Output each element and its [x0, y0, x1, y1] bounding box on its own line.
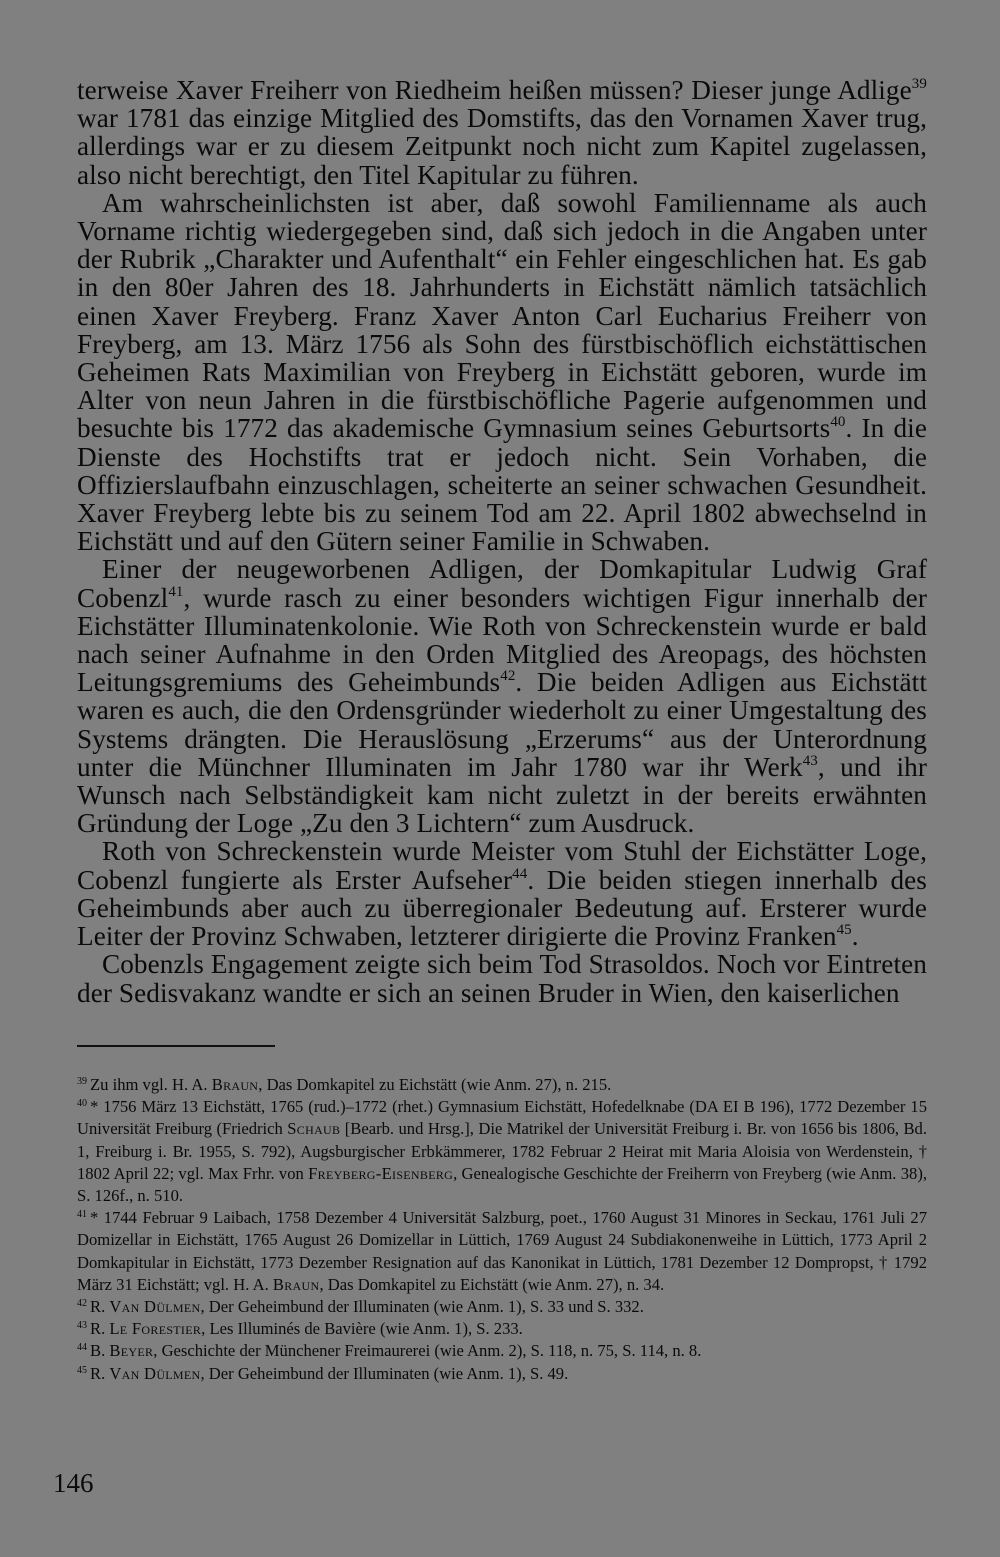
- text-span: , Der Geheimbund der Illuminaten (wie Anm. 1), S. 33 und S. 332.: [200, 1297, 644, 1317]
- main-text: [77, 76, 927, 1007]
- text-span: . In die Dienste des Hochstifts trat er jedoch nicht. Sein Vorhaben, die Offizierslaufbahn einzuschlagen, scheiterte an seiner schwachen Gesundheit. Xaver Freyberg lebte bis zu seinem Tod am 22. April 1802 abwechselnd in Eichstätt und auf den Gütern seiner Familie in Schwaben.: [77, 413, 927, 557]
- author-name: Schaub: [287, 1119, 341, 1139]
- footnotes: [77, 1074, 927, 1385]
- text-span: [Bearb. und Hrsg.], Die Matrikel der Universität Freiburg i. Br. von 1656 bis 1806, Bd. 1, Freiburg i. Br. 1955, S. 792), Augsburgischer Erbkämmerer, 1782 Februar 2 Heirat mit Maria Aloisia von Werdenstein, † 1802 April 22; vgl. Max Frhr. von: [77, 1119, 927, 1183]
- text-span: R.: [90, 1319, 110, 1339]
- author-name: Van Dülmen: [109, 1363, 201, 1383]
- text-span: , und ihr Wunsch nach Selbständigkeit kam nicht zuletzt in der bereits erwähnten Gründung der Loge „Zu den 3 Lichtern“ zum Ausdruck.: [77, 751, 927, 839]
- text-span: , Genealogische Geschichte der Freiherrn von Freyberg (wie Anm. 38), S. 126f., n. 510.: [77, 1163, 927, 1206]
- text-span: , Der Geheimbund der Illuminaten (wie Anm. 1), S. 49.: [200, 1363, 569, 1383]
- footnote-ref-42: 42: [500, 668, 516, 685]
- author-name: Braun: [272, 1274, 320, 1294]
- text-span: , Das Domkapitel zu Eichstätt (wie Anm. 27), n. 215.: [258, 1075, 612, 1094]
- footnote-separator: [77, 1045, 275, 1047]
- footnote-ref-44: 44: [512, 865, 528, 882]
- text-span: war 1781 das einzige Mitglied des Domstifts, das den Vornamen Xaver trug, allerdings war er zu diesem Zeitpunkt noch nicht zum Kapitel zugelassen, also nicht berechtigt, den Titel Kapitular zu führen.: [77, 103, 927, 190]
- footnote-number: 43: [77, 1320, 87, 1332]
- text-span: * 1744 Februar 9 Laibach, 1758 Dezember 4 Universität Salzburg, poet., 1760 August 31 Minores in Seckau, 1761 Juli 27 Domizellar in Eichstätt, 1765 August 26 Domizellar in Lüttich, 1769 August 24 Subdiakonenweihe in Lüttich, 1773 April 2 Domkapitular in Eichstätt, 1773 Dezember Resignation auf das Kanonikat in Lüttich, 1781 Dezember 12 Dompropst, † 1792 März 31 Eichstätt; vgl. H. A.: [77, 1208, 927, 1294]
- footnote-40: [77, 1096, 927, 1207]
- text-span: * 1756 März 13 Eichstätt, 1765 (rud.)–1772 (rhet.) Gymnasium Eichstätt, Hofedelknabe (DA EI B 196), 1772 Dezember 15 Universität Freiburg (Friedrich: [77, 1097, 927, 1139]
- footnote-number: 45: [77, 1364, 87, 1376]
- footnote-ref-43: 43: [802, 752, 818, 769]
- text-span: , Les Illuminés de Bavière (wie Anm. 1), S. 233.: [201, 1319, 523, 1339]
- footnote-44: [77, 1340, 927, 1362]
- text-span: . Die beiden stiegen innerhalb des Geheimbunds aber auch zu überregionaler Bedeutung auf. Ersterer wurde Leiter der Provinz Schwaben, letzterer dirigierte die Provinz Franken: [77, 864, 927, 952]
- text-span: B.: [90, 1341, 110, 1361]
- author-name: Freyberg-Eisenberg: [308, 1163, 454, 1183]
- footnote-42: [77, 1296, 927, 1318]
- text-span: , Das Domkapitel zu Eichstätt (wie Anm. 27), n. 34.: [319, 1274, 665, 1294]
- footnote-ref-40: 40: [830, 414, 846, 431]
- text-span: Zu ihm vgl. H. A.: [90, 1075, 212, 1094]
- author-name: Van Dülmen: [109, 1297, 201, 1317]
- footnote-43: [77, 1318, 927, 1340]
- page-number: 146: [53, 1468, 94, 1498]
- text-span: terweise Xaver Freiherr von Riedheim heißen müssen? Dieser junge Adlige: [77, 75, 912, 105]
- paragraph-5: [77, 950, 927, 1006]
- paragraph-1: [77, 76, 927, 189]
- footnote-ref-39: 39: [911, 76, 927, 92]
- text-span: .: [851, 921, 859, 952]
- text-span: , Geschichte der Münchener Freimaurerei (wie Anm. 2), S. 118, n. 75, S. 114, n. 8.: [153, 1341, 702, 1361]
- footnote-number: 40: [77, 1098, 87, 1110]
- text-span: R.: [90, 1363, 110, 1383]
- footnote-ref-45: 45: [836, 922, 852, 939]
- author-name: Braun: [211, 1075, 259, 1094]
- text-span: R.: [90, 1297, 110, 1317]
- text-span: Roth von Schreckenstein wurde Meister vom Stuhl der Eichstätter Loge, Cobenzl fungierte als Erster Aufseher: [77, 836, 927, 895]
- paragraph-4: [77, 837, 927, 950]
- text-span: Am wahrscheinlichsten ist aber, daß sowohl Familienname als auch Vorname richtig wiedergegeben sind, daß sich jedoch in die Angaben unter der Rubrik „Charakter und Aufenthalt“ ein Fehler eingeschlichen hat. Es gab in den 80er Jahren des 18. Jahrhunderts in Eichstätt nämlich tatsächlich einen Xaver Freyberg. Franz Xaver Anton Carl Eucharius Freiherr von Freyberg, am 13. März 1756 als Sohn des fürstbischöflich eichstättischen Geheimen Rats Maximilian von Freyberg in Eichstätt geboren, wurde im Alter von neun Jahren in die fürstbischöfliche Pagerie aufgenommen und besuchte bis 1772 das akademische Gymnasium seines Geburtsorts: [77, 187, 927, 444]
- footnote-41: [77, 1207, 927, 1296]
- text-span: . Die beiden Adligen aus Eichstätt waren es auch, die den Ordensgründer wiederholt zu einer Umgestaltung des Systems drängten. Die Herauslösung „Erzerums“ aus der Unterordnung unter die Münchner Illuminaten im Jahr 1780 war ihr Werk: [77, 667, 927, 782]
- text-span: , wurde rasch zu einer besonders wichtigen Figur innerhalb der Eichstätter Illuminatenkolonie. Wie Roth von Schreckenstein wurde er bald nach seiner Aufnahme in den Orden Mitglied des Areopags, des höchsten Leitungsgremiums des Geheimbunds: [77, 582, 927, 698]
- footnote-number: 44: [77, 1342, 87, 1354]
- footnote-number: 41: [77, 1209, 87, 1221]
- footnote-39: [77, 1074, 927, 1096]
- footnote-45: [77, 1363, 927, 1385]
- footnote-ref-41: 41: [168, 583, 184, 600]
- footnote-number: 39: [77, 1076, 87, 1087]
- text-span: Einer der neugeworbenen Adligen, der Domkapitular Ludwig Graf Cobenzl: [77, 554, 927, 613]
- paragraph-3: [77, 555, 927, 837]
- author-name: Beyer: [109, 1341, 154, 1361]
- author-name: Le Forestier: [109, 1319, 202, 1339]
- paragraph-2: [77, 189, 927, 556]
- footnote-number: 42: [77, 1298, 87, 1310]
- text-span: Cobenzls Engagement zeigte sich beim Tod Strasoldos. Noch vor Eintreten der Sedisvakanz wandte er sich an seinen Bruder in Wien, den kaiserlichen: [77, 949, 927, 1008]
